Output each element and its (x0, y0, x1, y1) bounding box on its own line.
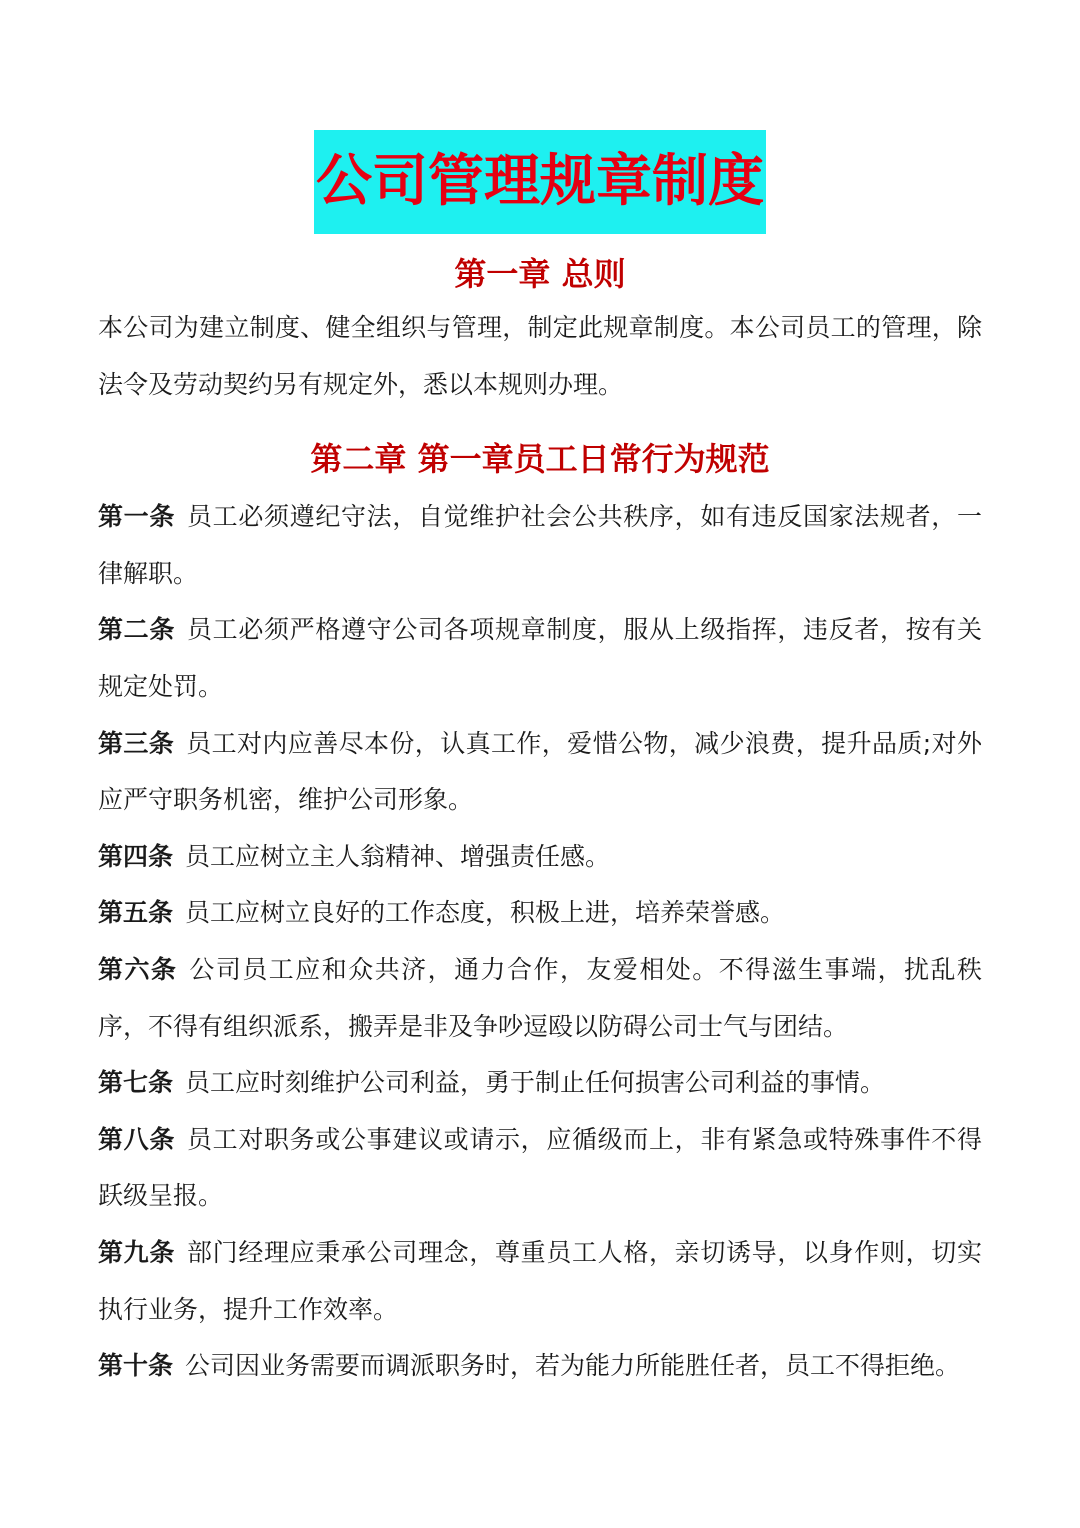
article-5 (98, 885, 982, 942)
chapter-1-heading: 第一章 总则 (454, 255, 626, 293)
article-6 (98, 942, 982, 1055)
article-text: 公司因业务需要而调派职务时，若为能力所能胜任者，员工不得拒绝。 (185, 1351, 961, 1381)
article-label: 第六条 (98, 954, 178, 984)
article-label: 第七条 (98, 1068, 174, 1098)
article-1 (98, 489, 982, 602)
article-label: 第十条 (98, 1351, 174, 1381)
document-title: 公司管理规章制度 (314, 130, 766, 234)
article-3 (98, 716, 982, 829)
article-list (98, 489, 982, 1395)
title-block (98, 0, 982, 234)
article-text: 员工必须严格遵守公司各项规章制度，服从上级指挥，违反者，按有关规定处罚。 (98, 615, 982, 701)
article-text: 员工必须遵纪守法，自觉维护社会公共秩序，如有违反国家法规者，一律解职。 (98, 502, 982, 588)
article-9 (98, 1225, 982, 1338)
article-label: 第五条 (98, 898, 174, 928)
article-label: 第二条 (98, 615, 175, 645)
article-text: 员工对内应善尽本份，认真工作，爱惜公物，减少浪费，提升品质;对外应严守职务机密，维护公司形象。 (98, 728, 982, 815)
article-2 (98, 602, 982, 715)
article-text: 员工对职务或公事建议或请示，应循级而上，非有紧急或特殊事件不得跃级呈报。 (98, 1124, 982, 1211)
chapter-2-heading: 第二章 第一章员工日常行为规范 (310, 440, 770, 479)
article-7 (98, 1055, 982, 1112)
article-label: 第九条 (98, 1237, 175, 1267)
article-label: 第一条 (98, 502, 175, 532)
article-text: 员工应树立主人翁精神、增强责任感。 (185, 841, 611, 871)
article-8 (98, 1112, 982, 1225)
article-label: 第四条 (98, 841, 174, 871)
article-text: 公司员工应和众共济，通力合作，友爱相处。不得滋生事端，扰乱秩序，不得有组织派系，搬弄是非及争吵逗殴以防碍公司士气与团结。 (98, 954, 982, 1041)
article-text: 部门经理应秉承公司理念，尊重员工人格，亲切诱导，以身作则，切实执行业务，提升工作效率。 (98, 1237, 982, 1324)
article-label: 第三条 (98, 728, 175, 758)
article-4 (98, 829, 982, 886)
article-text: 员工应时刻维护公司利益，勇于制止任何损害公司利益的事情。 (185, 1068, 886, 1098)
article-10 (98, 1338, 982, 1395)
article-text: 员工应树立良好的工作态度，积极上进，培养荣誉感。 (185, 898, 786, 928)
chapter-1-paragraph: 本公司为建立制度、健全组织与管理，制定此规章制度。本公司员工的管理，除法令及劳动契约另有规定外，悉以本规则办理。 (98, 313, 982, 399)
article-label: 第八条 (98, 1124, 175, 1154)
